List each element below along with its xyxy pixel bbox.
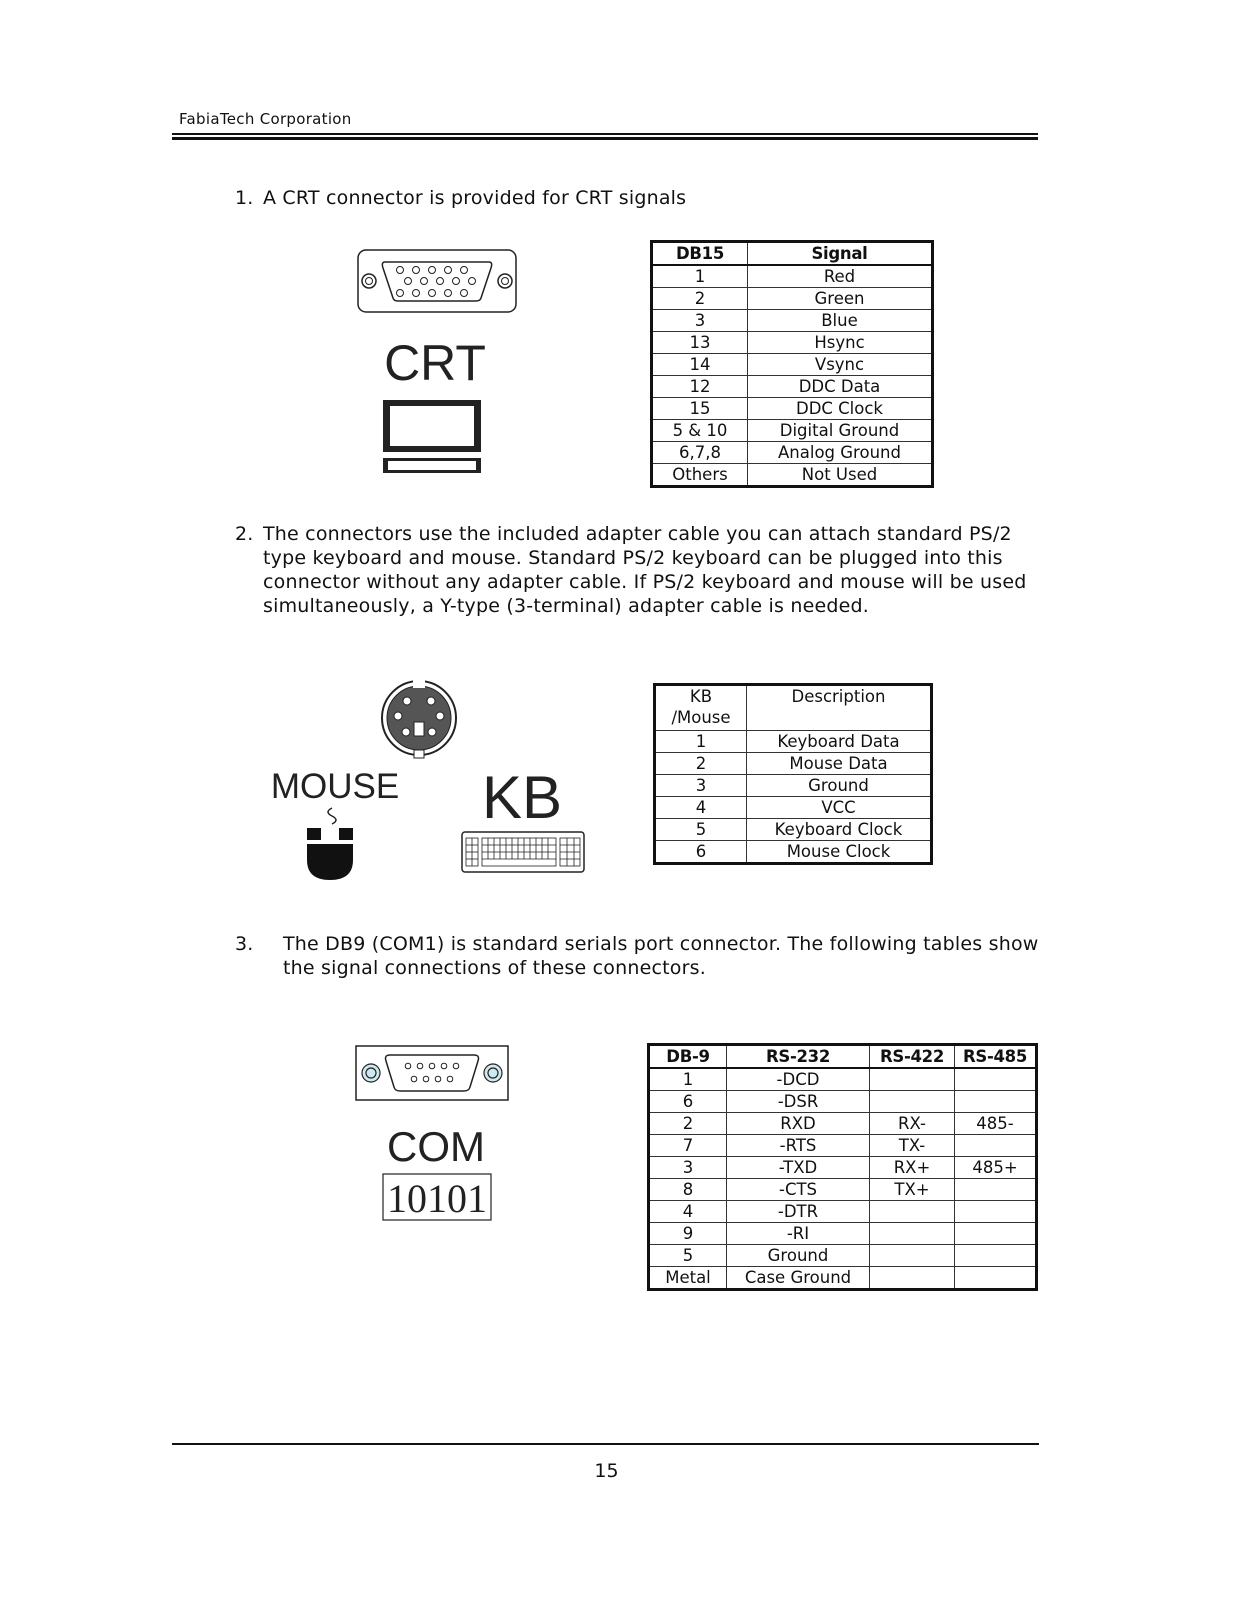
header-kb-line: KB <box>689 687 713 706</box>
table-row <box>652 464 933 487</box>
table-cell: 1 <box>655 731 747 753</box>
kb-label: KB <box>481 764 563 831</box>
header-company: FabiaTech Corporation <box>179 110 352 128</box>
header-rule-thin <box>172 133 1038 135</box>
table-row <box>655 797 932 819</box>
table-cell: 3 <box>652 310 748 332</box>
section-3-line: the signal connections of these connectors. <box>283 957 706 979</box>
table-cell: 1 <box>649 1068 727 1091</box>
table-cell <box>870 1068 955 1091</box>
table-row <box>655 753 932 775</box>
mouse-label: MOUSE <box>270 767 400 806</box>
table-cell: 485+ <box>955 1157 1037 1179</box>
page-number: 15 <box>594 1460 619 1482</box>
table-header-row <box>652 242 933 266</box>
section-2-line: type keyboard and mouse. Standard PS/2 keyboard can be plugged into this <box>263 547 1003 569</box>
table-cell <box>955 1068 1037 1091</box>
header-description: Description <box>747 685 932 731</box>
table-cell: 2 <box>652 288 748 310</box>
table-cell: RX+ <box>870 1157 955 1179</box>
table-row <box>649 1135 1037 1157</box>
db9-pin-table <box>647 1043 1038 1291</box>
table-row <box>649 1113 1037 1135</box>
vga-connector-icon <box>358 250 516 312</box>
table-cell: 2 <box>655 753 747 775</box>
table-row <box>652 420 933 442</box>
header-kb-mouse <box>655 685 747 731</box>
table-cell: 2 <box>649 1113 727 1135</box>
section-2-line: connector without any adapter cable. If PS/2 keyboard and mouse will be used <box>263 571 1027 593</box>
table-cell: Red <box>748 265 933 288</box>
section-2-text <box>263 522 1026 618</box>
table-cell: TX- <box>870 1135 955 1157</box>
table-cell: -DCD <box>727 1068 870 1091</box>
table-cell: 5 & 10 <box>652 420 748 442</box>
serial-data-label: 10101 <box>387 1176 487 1221</box>
table-cell: 6 <box>649 1091 727 1113</box>
table-cell <box>955 1223 1037 1245</box>
table-cell: 15 <box>652 398 748 420</box>
table-cell: 485- <box>955 1113 1037 1135</box>
table-cell: 3 <box>655 775 747 797</box>
table-row <box>652 288 933 310</box>
mouse-icon <box>307 808 353 880</box>
header-signal: Signal <box>748 242 933 266</box>
kb-mouse-pin-table <box>653 683 933 865</box>
table-row <box>655 819 932 841</box>
table-cell: Mouse Clock <box>747 841 932 864</box>
table-cell <box>870 1245 955 1267</box>
table-row <box>652 310 933 332</box>
section-2-line: simultaneously, a Y-type (3-terminal) adapter cable is needed. <box>263 595 869 617</box>
table-cell: 13 <box>652 332 748 354</box>
table-row <box>652 332 933 354</box>
table-cell: RX- <box>870 1113 955 1135</box>
header-rs485: RS-485 <box>955 1045 1037 1069</box>
table-cell: Ground <box>727 1245 870 1267</box>
table-cell: Blue <box>748 310 933 332</box>
table-cell: DDC Clock <box>748 398 933 420</box>
section-3-number: 3. <box>235 933 254 955</box>
footer-rule <box>172 1443 1039 1445</box>
table-cell: Metal <box>649 1267 727 1290</box>
ps2-connector-figure <box>270 680 590 885</box>
table-cell: 4 <box>655 797 747 819</box>
table-cell: Hsync <box>748 332 933 354</box>
table-cell: 5 <box>649 1245 727 1267</box>
table-header-row <box>655 685 932 731</box>
table-cell: Green <box>748 288 933 310</box>
header-rs422: RS-422 <box>870 1045 955 1069</box>
header-rule-thick <box>172 137 1038 140</box>
monitor-icon <box>383 400 481 473</box>
table-cell: Keyboard Data <box>747 731 932 753</box>
table-row <box>652 398 933 420</box>
db9-connector-icon <box>356 1046 508 1100</box>
table-cell: Keyboard Clock <box>747 819 932 841</box>
table-row <box>649 1179 1037 1201</box>
ps2-connector-icon <box>382 680 456 758</box>
table-cell: -DSR <box>727 1091 870 1113</box>
table-row <box>652 265 933 288</box>
table-row <box>652 376 933 398</box>
com-connector-figure <box>354 1044 510 1224</box>
header-db9: DB-9 <box>649 1045 727 1069</box>
crt-label: CRT <box>384 335 486 391</box>
table-cell: 6,7,8 <box>652 442 748 464</box>
table-cell <box>955 1267 1037 1290</box>
table-cell: 1 <box>652 265 748 288</box>
table-row <box>652 354 933 376</box>
table-cell: 4 <box>649 1201 727 1223</box>
table-row <box>649 1267 1037 1290</box>
header-mouse-line: /Mouse <box>671 708 731 727</box>
table-cell: Ground <box>747 775 932 797</box>
table-cell: Not Used <box>748 464 933 487</box>
table-cell: RXD <box>727 1113 870 1135</box>
table-cell <box>955 1201 1037 1223</box>
table-cell: 7 <box>649 1135 727 1157</box>
table-cell: 14 <box>652 354 748 376</box>
table-row <box>649 1201 1037 1223</box>
table-cell <box>870 1091 955 1113</box>
table-cell: Analog Ground <box>748 442 933 464</box>
table-cell <box>870 1223 955 1245</box>
crt-connector-figure <box>355 248 525 478</box>
section-3-text <box>283 932 1039 980</box>
table-row <box>649 1223 1037 1245</box>
header-rs232: RS-232 <box>727 1045 870 1069</box>
table-row <box>649 1091 1037 1113</box>
table-cell: Case Ground <box>727 1267 870 1290</box>
table-cell: 9 <box>649 1223 727 1245</box>
keyboard-icon <box>462 832 584 872</box>
table-cell: -DTR <box>727 1201 870 1223</box>
crt-pin-table <box>650 240 934 488</box>
section-2-line: The connectors use the included adapter cable you can attach standard PS/2 <box>263 523 1012 545</box>
table-cell: DDC Data <box>748 376 933 398</box>
table-cell: 12 <box>652 376 748 398</box>
section-2-number: 2. <box>235 523 254 545</box>
table-cell: Vsync <box>748 354 933 376</box>
table-cell: -CTS <box>727 1179 870 1201</box>
table-cell: -RI <box>727 1223 870 1245</box>
table-cell: Digital Ground <box>748 420 933 442</box>
section-1-text: A CRT connector is provided for CRT signals <box>263 187 687 209</box>
table-cell: VCC <box>747 797 932 819</box>
table-cell <box>955 1179 1037 1201</box>
section-1-number: 1. <box>235 187 254 209</box>
table-cell: -RTS <box>727 1135 870 1157</box>
table-cell <box>870 1201 955 1223</box>
table-cell: 5 <box>655 819 747 841</box>
table-cell <box>955 1135 1037 1157</box>
table-cell <box>870 1267 955 1290</box>
table-cell <box>955 1091 1037 1113</box>
table-cell: 3 <box>649 1157 727 1179</box>
table-row <box>649 1245 1037 1267</box>
table-cell: TX+ <box>870 1179 955 1201</box>
table-row <box>649 1068 1037 1091</box>
table-cell: 6 <box>655 841 747 864</box>
table-cell: Others <box>652 464 748 487</box>
table-row <box>649 1157 1037 1179</box>
table-header-row <box>649 1045 1037 1069</box>
header-db15: DB15 <box>652 242 748 266</box>
table-cell: Mouse Data <box>747 753 932 775</box>
table-row <box>655 841 932 864</box>
table-row <box>655 731 932 753</box>
table-row <box>652 442 933 464</box>
section-3-line: The DB9 (COM1) is standard serials port connector. The following tables show <box>283 933 1039 955</box>
table-row <box>655 775 932 797</box>
table-cell: 8 <box>649 1179 727 1201</box>
com-label: COM <box>387 1123 485 1170</box>
table-cell <box>955 1245 1037 1267</box>
table-cell: -TXD <box>727 1157 870 1179</box>
